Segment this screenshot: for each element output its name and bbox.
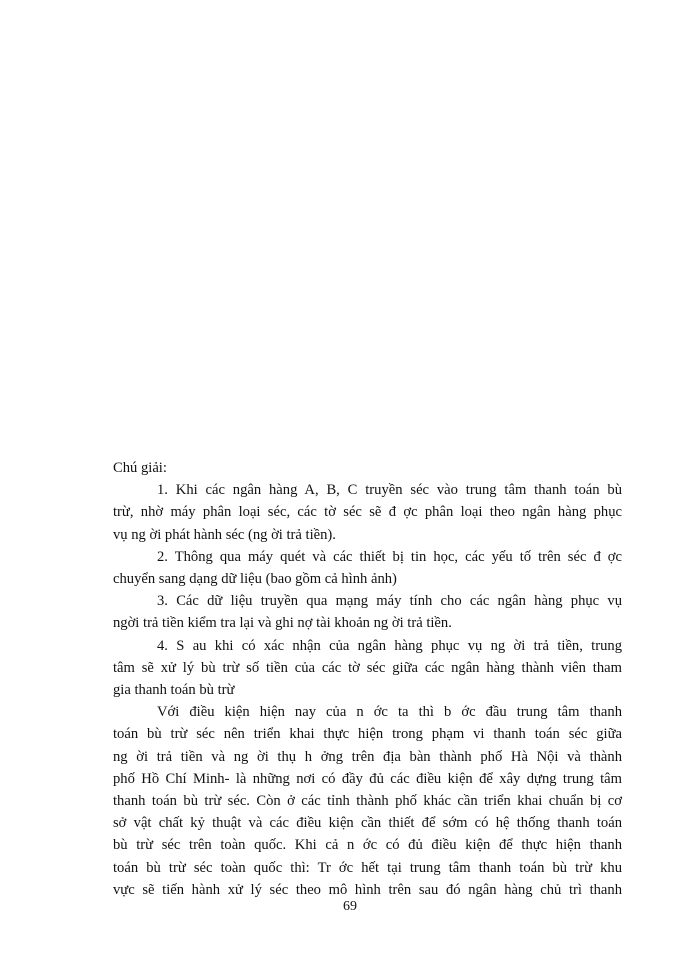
page-number: 69 [343, 899, 357, 914]
paragraph-line: vực sẽ tiến hành xử lý séc theo mô hình trên sau đó ngân hàng chủ trì thanh [113, 881, 622, 898]
paragraph-line: bù trừ séc trên toàn quốc. Khi cả n ớc có đủ điều kiện để thực hiện thanh [113, 837, 622, 854]
paragraph-line: Với điều kiện hiện nay của n ớc ta thì b ớc đầu trung tâm thanh [157, 704, 622, 721]
paragraph-line: vụ ng ời phát hành séc (ng ời trả tiền). [113, 526, 336, 543]
paragraph-line: 4. S au khi có xác nhận của ngân hàng phục vụ ng ời trả tiền, trung [157, 637, 622, 654]
body-text [113, 457, 622, 901]
paragraph-line: phố Hồ Chí Minh- là những nơi có đầy đủ các điều kiện để xây dựng trung tâm [113, 770, 622, 787]
paragraph-line: gia thanh toán bù trừ [113, 682, 235, 699]
paragraph-line: sở vật chất kỷ thuật và các điều kiện cần thiết để sớm có hệ thống thanh toán [113, 815, 622, 832]
paragraph-line: chuyển sang dạng dữ liệu (bao gồm cả hình ảnh) [113, 571, 397, 588]
paragraph-line: tâm sẽ xử lý bù trừ số tiền của các tờ séc giữa các ngân hàng thành viên tham [113, 659, 622, 676]
paragraph-line: trừ, nhờ máy phân loại séc, các tờ séc sẽ đ ợc phân loại theo ngân hàng phục [113, 504, 622, 521]
caption-heading: Chú giải: [113, 460, 167, 476]
paragraph-line: 2. Thông qua máy quét và các thiết bị tin học, các yếu tố trên séc đ ợc [157, 548, 622, 565]
paragraph-line: thanh toán bù trừ séc. Còn ở các tỉnh thành phố khác cần triển khai chuẩn bị cơ [113, 793, 622, 810]
paragraph-line: toán bù trừ séc nên triển khai thực hiện trong phạm vi thanh toán séc giữa [113, 726, 622, 743]
paragraph-line: ng ời trả tiền và ng ời thụ h ởng trên địa bàn thành phố Hà Nội và thành [113, 748, 622, 765]
paragraph-line: ngời trả tiền kiểm tra lại và ghi nợ tài khoản ng ời trả tiền. [113, 615, 452, 632]
paragraph-line: toán bù trừ séc toàn quốc thì: Tr ớc hết tại trung tâm thanh toán bù trừ khu [113, 859, 622, 876]
paragraph-line: 3. Các dữ liệu truyền qua mạng máy tính cho các ngân hàng phục vụ [157, 593, 622, 610]
paragraph-line: 1. Khi các ngân hàng A, B, C truyền séc vào trung tâm thanh toán bù [157, 482, 622, 499]
